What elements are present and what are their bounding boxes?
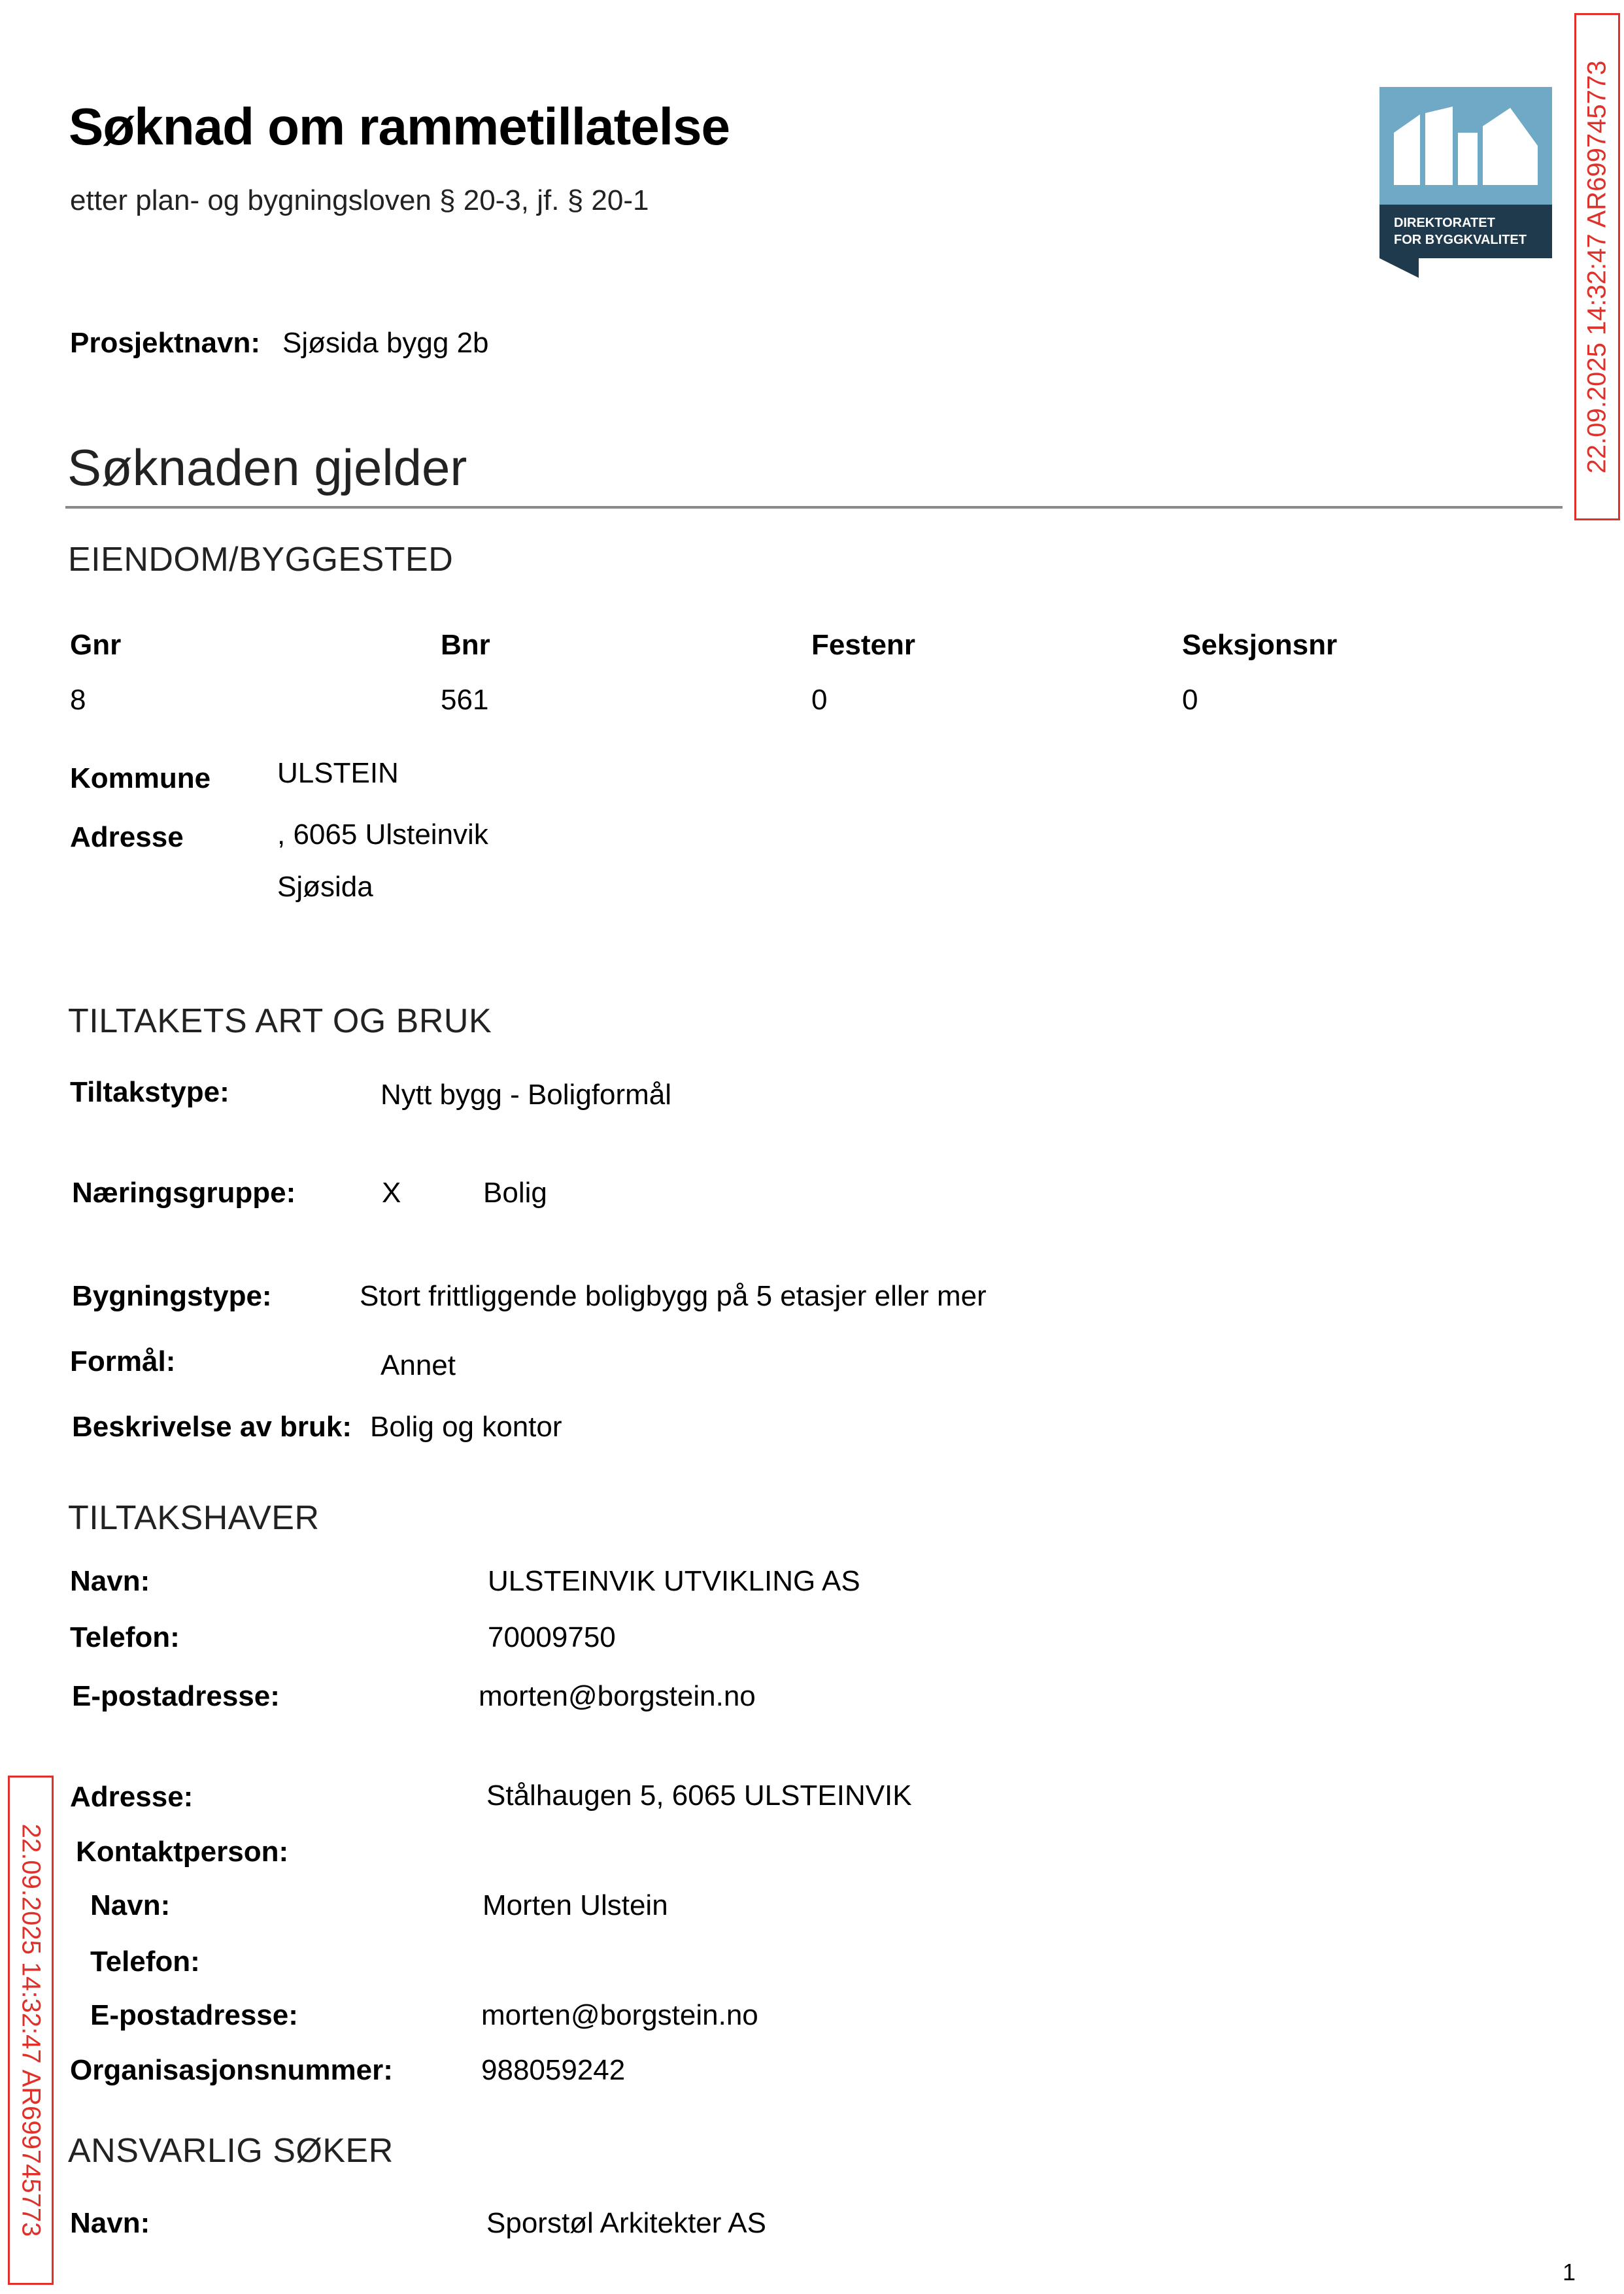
- timestamp-stamp-left: [8, 1776, 54, 2285]
- beskrivelse-label: Beskrivelse av bruk:: [72, 1411, 352, 1443]
- tiltakshaver-heading: TILTAKSHAVER: [68, 1499, 320, 1537]
- naering-label: Næringsgruppe:: [72, 1177, 296, 1209]
- tiltakshaver-adresse-value: Stålhaugen 5, 6065 ULSTEINVIK: [486, 1780, 912, 1812]
- formal-label: Formål:: [70, 1345, 176, 1377]
- bnr-label: Bnr: [441, 629, 490, 661]
- logo-text-line1: DIREKTORATET: [1394, 216, 1495, 230]
- page-number: 1: [1563, 2259, 1576, 2286]
- soker-navn-label: Navn:: [70, 2207, 150, 2239]
- document-subtitle: etter plan- og bygningsloven § 20-3, jf. § 20-1: [70, 184, 649, 216]
- kontakt-navn-value: Morten Ulstein: [482, 1889, 668, 1921]
- seksjonsnr-label: Seksjonsnr: [1182, 629, 1338, 661]
- heading-divider: [65, 506, 1563, 509]
- kontakt-navn-label: Navn:: [90, 1889, 171, 1921]
- tiltakshaver-navn-label: Navn:: [70, 1565, 150, 1597]
- tiltakstype-value: Nytt bygg - Boligformål: [381, 1079, 672, 1111]
- property-heading: EIENDOM/BYGGESTED: [68, 541, 454, 579]
- document-title: Søknad om rammetillatelse: [69, 97, 730, 156]
- tiltakstype-label: Tiltakstype:: [70, 1076, 229, 1108]
- tiltakshaver-adresse-label: Adresse:: [70, 1781, 194, 1813]
- festenr-label: Festenr: [811, 629, 915, 661]
- orgnr-label: Organisasjonsnummer:: [70, 2054, 393, 2086]
- seksjonsnr-value: 0: [1182, 684, 1198, 716]
- adresse-label: Adresse: [70, 821, 184, 853]
- stamp-text: 22.09.2025 14:32:47 AR699745773: [1582, 60, 1612, 473]
- naering-code: X: [382, 1177, 401, 1209]
- adresse-line2: Sjøsida: [277, 871, 373, 903]
- dibk-logo: [1379, 87, 1552, 278]
- gnr-value: 8: [70, 684, 86, 716]
- kontakt-telefon-label: Telefon:: [90, 1946, 200, 1978]
- timestamp-stamp-top: [1574, 13, 1620, 520]
- project-value: Sjøsida bygg 2b: [282, 327, 489, 359]
- tiltakshaver-navn-value: ULSTEINVIK UTVIKLING AS: [488, 1565, 860, 1597]
- soker-navn-value: Sporstøl Arkitekter AS: [486, 2207, 766, 2239]
- kommune-value: ULSTEIN: [277, 757, 399, 789]
- beskrivelse-value: Bolig og kontor: [370, 1411, 562, 1443]
- tiltakshaver-epost-value: morten@borgstein.no: [479, 1680, 756, 1712]
- bnr-value: 561: [441, 684, 489, 716]
- kontakt-epost-value: morten@borgstein.no: [481, 1999, 758, 2031]
- soker-heading: ANSVARLIG SØKER: [68, 2132, 394, 2170]
- tiltakshaver-telefon-value: 70009750: [488, 1621, 616, 1653]
- bygningstype-label: Bygningstype:: [72, 1280, 272, 1312]
- kontakt-epost-label: E-postadresse:: [90, 1999, 298, 2031]
- kontaktperson-label: Kontaktperson:: [76, 1836, 289, 1868]
- orgnr-value: 988059242: [481, 2054, 626, 2086]
- bygningstype-value: Stort frittliggende boligbygg på 5 etasjer eller mer: [360, 1280, 987, 1312]
- formal-value: Annet: [381, 1349, 456, 1381]
- tiltakshaver-telefon-label: Telefon:: [70, 1621, 180, 1653]
- tiltak-heading: TILTAKETS ART OG BRUK: [68, 1002, 492, 1040]
- gnr-label: Gnr: [70, 629, 122, 661]
- tiltakshaver-epost-label: E-postadresse:: [72, 1680, 280, 1712]
- festenr-value: 0: [811, 684, 828, 716]
- section-heading: Søknaden gjelder: [67, 439, 467, 496]
- naering-value: Bolig: [483, 1177, 547, 1209]
- adresse-line1: , 6065 Ulsteinvik: [277, 818, 488, 851]
- kommune-label: Kommune: [70, 762, 211, 794]
- logo-text-line2: FOR BYGGKVALITET: [1394, 233, 1527, 247]
- project-label: Prosjektnavn:: [70, 327, 260, 359]
- stamp-text: 22.09.2025 14:32:47 AR699745773: [16, 1823, 46, 2237]
